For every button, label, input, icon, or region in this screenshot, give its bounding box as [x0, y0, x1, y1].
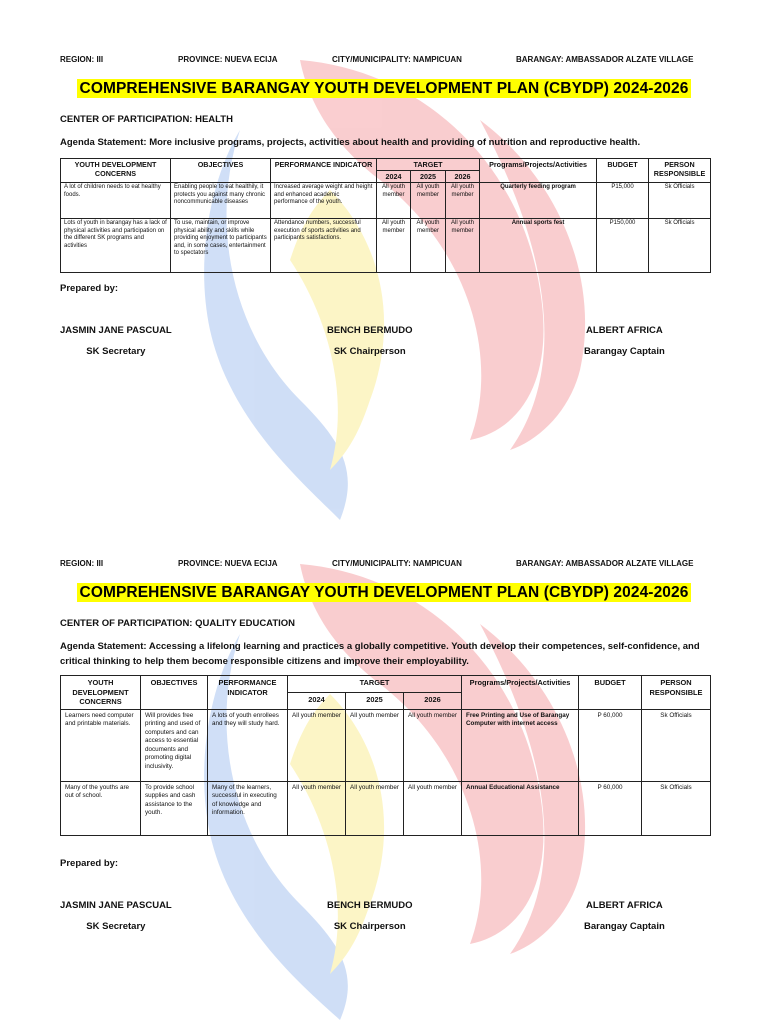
col-header-budget: BUDGET [597, 159, 649, 183]
signatory-role: SK Secretary [86, 920, 146, 932]
cell-target-2025: All youth member [346, 781, 404, 835]
plan-title-text: COMPREHENSIVE BARANGAY YOUTH DEVELOPMENT PLAN (CBYDP) 2024-2026 [77, 79, 692, 98]
col-header-year-2024: 2024 [377, 171, 411, 183]
plan-section-health [0, 52, 768, 373]
city-label: CITY/MUNICIPALITY: NAMPICUAN [332, 559, 462, 568]
signatory-role: Barangay Captain [584, 920, 665, 932]
cell-indicator: Many of the learners, successful in executing of knowledge and information. [208, 781, 288, 835]
cell-person: Sk Officials [649, 219, 711, 273]
agenda-statement: Agenda Statement: Accessing a lifelong learning and practices a globally competitive. Youth develop their competences, self-confidence, and critical thinking to help them become responsible citizens and improve their employability. [60, 641, 700, 667]
barangay-label: BARANGAY: AMBASSADOR ALZATE VILLAGE [516, 55, 694, 64]
plan-section-education [0, 556, 768, 948]
agenda-statement: Agenda Statement: More inclusive programs, projects, activities about health and providing of nutrition and reproductive health. [60, 137, 641, 148]
cell-target-2026: All youth member [446, 219, 480, 273]
col-header-budget: BUDGET [579, 676, 642, 710]
plan-title [0, 584, 768, 608]
col-header-indicator: PERFORMANCE INDICATOR [208, 676, 288, 710]
col-header-year-2025: 2025 [411, 171, 446, 183]
barangay-label: BARANGAY: AMBASSADOR ALZATE VILLAGE [516, 559, 694, 568]
signatory-secretary [60, 900, 172, 932]
table-row [61, 781, 711, 835]
signatory-chairperson [327, 325, 413, 357]
cell-indicator: A lots of youth enrollees and they will study hard. [208, 709, 288, 781]
col-header-concerns: YOUTH DEVELOPMENT CONCERNS [61, 159, 171, 183]
cell-budget: P 60,000 [579, 709, 642, 781]
cell-objective: To provide school supplies and cash assistance to the youth. [141, 781, 208, 835]
signatory-name: ALBERT AFRICA [586, 325, 663, 336]
location-header [0, 52, 768, 66]
cell-program: Annual sports fest [480, 219, 597, 273]
cell-program: Quarterly feeding program [480, 183, 597, 219]
cell-concern: Many of the youths are out of school. [61, 781, 141, 835]
signatory-secretary [60, 325, 172, 357]
col-header-programs: Programs/Projects/Activities [480, 159, 597, 183]
cell-person: Sk Officials [649, 183, 711, 219]
col-header-programs: Programs/Projects/Activities [462, 676, 579, 710]
table-row [61, 219, 711, 273]
center-of-participation: CENTER OF PARTICIPATION: QUALITY EDUCATION [60, 618, 296, 629]
cell-objective: To use, maintain, or improve physical ability and skills while providing enjoyment to participants and, in some cases, entertainment to spectators [171, 219, 271, 273]
col-header-indicator: PERFORMANCE INDICATOR [271, 159, 377, 183]
col-header-objectives: OBJECTIVES [141, 676, 208, 710]
cell-person: Sk Officials [642, 709, 711, 781]
col-header-person: PERSON RESPONSIBLE [649, 159, 711, 183]
cell-target-2025: All youth member [346, 709, 404, 781]
signatory-captain [584, 900, 665, 932]
table-row [61, 183, 711, 219]
col-header-target: TARGET [288, 676, 462, 693]
cell-target-2024: All youth member [288, 781, 346, 835]
signatories [0, 900, 768, 948]
prepared-by-label: Prepared by: [60, 283, 119, 294]
cell-objective: Will provides free printing and used of computers and can access to essential documents and promoting digital inclusivity. [141, 709, 208, 781]
region-label: REGION: III [60, 559, 104, 568]
region-label: REGION: III [60, 55, 104, 64]
center-of-participation: CENTER OF PARTICIPATION: HEALTH [60, 114, 233, 125]
plan-table [60, 158, 711, 273]
signatory-captain [584, 325, 665, 357]
signatory-chairperson [327, 900, 413, 932]
signatory-name: BENCH BERMUDO [327, 325, 413, 336]
signatory-name: BENCH BERMUDO [327, 899, 413, 911]
cell-budget: P15,000 [597, 183, 649, 219]
province-label: PROVINCE: NUEVA ECIJA [178, 55, 278, 64]
cell-target-2025: All youth member [411, 219, 446, 273]
cell-concern: A lot of children needs to eat healthy foods. [61, 183, 171, 219]
plan-table [60, 675, 711, 836]
cell-budget: P 60,000 [579, 781, 642, 835]
signatory-role: SK Chairperson [333, 346, 406, 357]
col-header-year-2025: 2025 [346, 692, 404, 709]
signatories [0, 325, 768, 373]
location-header [0, 556, 768, 570]
cell-target-2024: All youth member [377, 219, 411, 273]
signatory-name: ALBERT AFRICA [586, 899, 663, 911]
cell-concern: Learners need computer and printable materials. [61, 709, 141, 781]
col-header-year-2026: 2026 [446, 171, 480, 183]
col-header-person: PERSON RESPONSIBLE [642, 676, 711, 710]
cell-indicator: Attendance numbers, successful execution of sports activities and participants satisfactions. [271, 219, 377, 273]
cell-indicator: Increased average weight and height and enhanced academic performance of the youth. [271, 183, 377, 219]
signatory-role: SK Secretary [86, 346, 146, 357]
col-header-year-2026: 2026 [404, 692, 462, 709]
col-header-target: TARGET [377, 159, 480, 171]
cell-program: Free Printing and Use of Barangay Computer with internet access [462, 709, 579, 781]
signatory-name: JASMIN JANE PASCUAL [60, 899, 172, 911]
cell-program: Annual Educational Assistance [462, 781, 579, 835]
cell-target-2026: All youth member [404, 709, 462, 781]
province-label: PROVINCE: NUEVA ECIJA [178, 559, 278, 568]
col-header-objectives: OBJECTIVES [171, 159, 271, 183]
cell-target-2024: All youth member [288, 709, 346, 781]
cell-objective: Enabling people to eat healthily, it protects you against many chronic noncommunicable diseases [171, 183, 271, 219]
col-header-year-2024: 2024 [288, 692, 346, 709]
plan-title [0, 80, 768, 104]
cell-person: Sk Officials [642, 781, 711, 835]
cell-target-2026: All youth member [446, 183, 480, 219]
plan-title-text: COMPREHENSIVE BARANGAY YOUTH DEVELOPMENT PLAN (CBYDP) 2024-2026 [77, 583, 692, 602]
signatory-name: JASMIN JANE PASCUAL [60, 325, 172, 336]
cell-concern: Lots of youth in barangay has a lack of physical activities and participation on the different SK programs and activities [61, 219, 171, 273]
cell-target-2024: All youth member [377, 183, 411, 219]
cell-budget: P150,000 [597, 219, 649, 273]
cell-target-2025: All youth member [411, 183, 446, 219]
col-header-concerns: YOUTH DEVELOPMENT CONCERNS [61, 676, 141, 710]
signatory-role: SK Chairperson [333, 920, 406, 932]
cell-target-2026: All youth member [404, 781, 462, 835]
city-label: CITY/MUNICIPALITY: NAMPICUAN [332, 55, 462, 64]
signatory-role: Barangay Captain [584, 346, 665, 357]
prepared-by-label: Prepared by: [60, 857, 119, 869]
table-row [61, 709, 711, 781]
